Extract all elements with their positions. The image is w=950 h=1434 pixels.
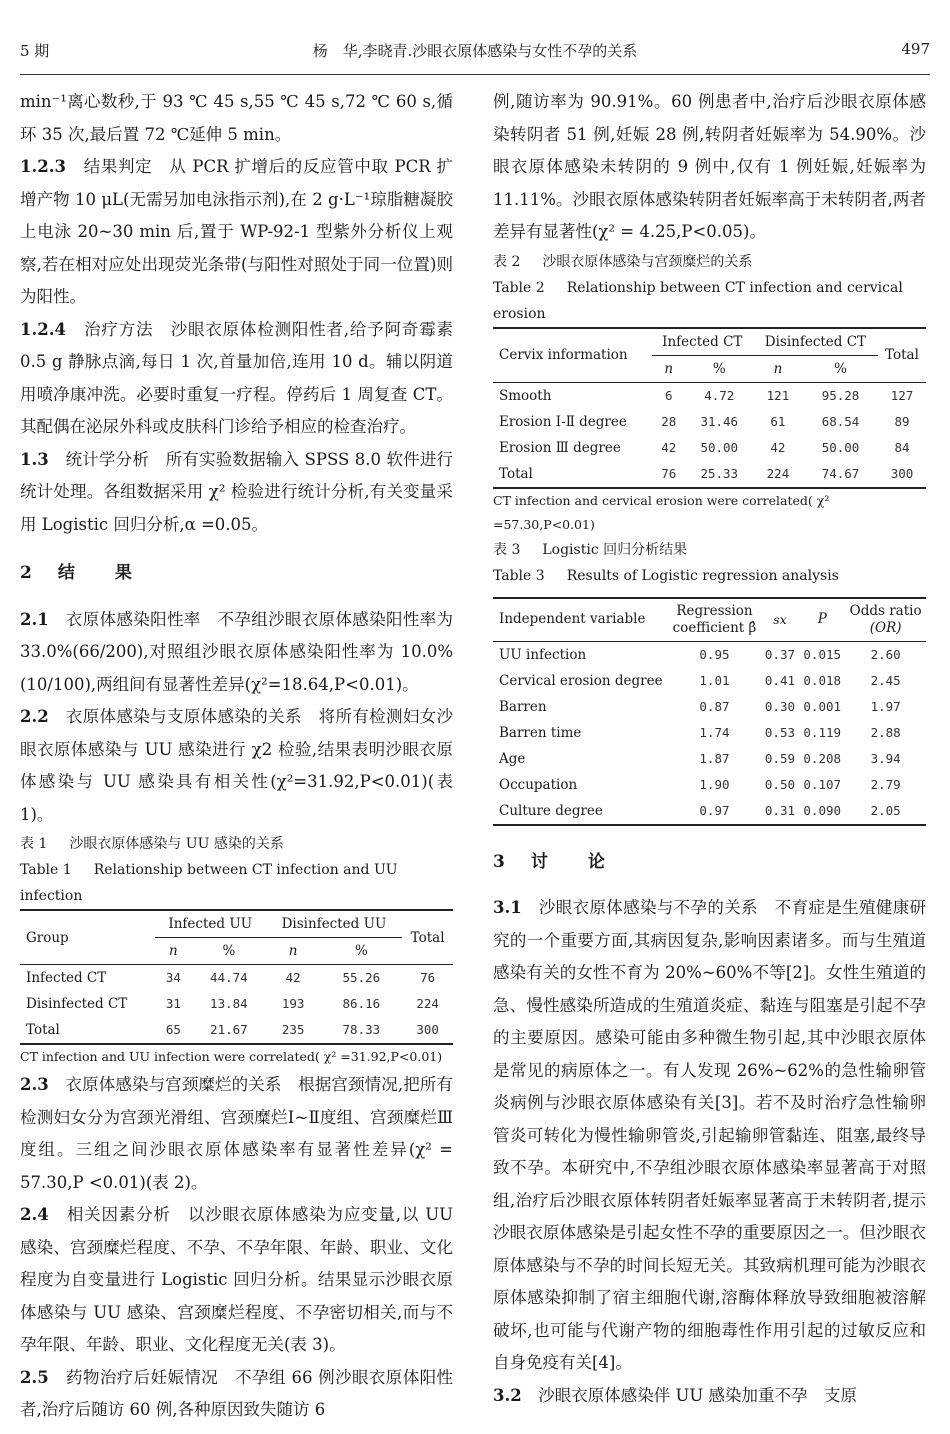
table-cell: 78.33 <box>342 1022 381 1037</box>
table-cell: 21.67 <box>210 1022 248 1037</box>
table-row <box>493 409 926 435</box>
table-cell: 121 <box>753 382 803 409</box>
row-label: Barren <box>499 698 547 715</box>
table-1-note: CT infection and UU infection were correlated( χ² =31.92,P<0.01) <box>20 1049 443 1064</box>
section-2-4 <box>20 1199 453 1362</box>
table-cell: 1.74 <box>699 724 730 740</box>
table-cell: 34 <box>155 965 192 992</box>
table-cell: 0.31 <box>764 802 796 818</box>
table-cell: 224 <box>766 465 790 481</box>
caption-english <box>20 857 453 909</box>
table-cell: 0.50 <box>764 776 796 792</box>
table-row <box>493 720 926 746</box>
table-cell: 95.28 <box>803 382 878 409</box>
table-cell: 300 <box>416 1022 439 1037</box>
table-row <box>493 461 926 488</box>
running-header <box>20 40 930 70</box>
table-cell: 76 <box>402 965 453 992</box>
left-column <box>20 86 453 1427</box>
heading-discussion <box>493 846 926 879</box>
column-subheader: n <box>652 355 686 382</box>
column-subheader: % <box>192 938 266 965</box>
table-cell: 300 <box>890 465 914 481</box>
caption-number: Table 1 <box>20 862 72 878</box>
section-number: 2.5 <box>20 1367 49 1387</box>
table-cell: 0.015 <box>799 641 845 668</box>
column-header: Disinfected UU <box>281 916 387 932</box>
section-2-5 <box>20 1362 453 1427</box>
table-cell: 55.26 <box>320 965 402 992</box>
table-row <box>20 965 453 992</box>
section-title: 药物治疗后妊娠情况 <box>66 1367 219 1387</box>
table-cell: 42 <box>661 439 677 455</box>
table-cell: 3.94 <box>870 750 901 766</box>
section-number: 2.1 <box>20 609 49 629</box>
section-2-2 <box>20 701 453 831</box>
column-header: Disinfected CT <box>764 333 867 350</box>
table-row <box>493 641 926 668</box>
table-2-note: CT infection and cervical erosion were correlated( χ² =57.30,P<0.01) <box>493 492 830 532</box>
table-row <box>20 991 453 1017</box>
table-row <box>493 694 926 720</box>
table-cell: 235 <box>281 1022 305 1037</box>
row-label: Barren time <box>499 724 582 741</box>
section-title: 结果判定 <box>83 157 153 176</box>
column-header: Independent variable <box>499 611 646 627</box>
section-title: 沙眼衣原体感染伴 UU 感染加重不孕 <box>538 1385 808 1405</box>
table-cell: 2.88 <box>870 724 901 740</box>
table-cell: 2.79 <box>870 776 901 792</box>
table-row <box>20 1017 453 1044</box>
column-header: Total <box>885 347 919 363</box>
table-cell: 31 <box>165 996 181 1011</box>
row-label: Total <box>26 1022 60 1038</box>
section-number: 2.4 <box>20 1205 49 1224</box>
table-cell: 76 <box>661 465 677 481</box>
heading-number: 2 <box>20 563 32 583</box>
table-row <box>493 798 926 825</box>
section-title: 衣原体感染与支原体感染的关系 <box>65 707 302 726</box>
section-title: 治疗方法 <box>84 319 154 339</box>
section-number: 1.3 <box>20 449 49 469</box>
table-1-caption <box>20 831 453 909</box>
table-cell: 2.60 <box>845 641 926 668</box>
column-subheader: n <box>155 938 192 965</box>
column-header: Total <box>410 929 445 946</box>
table-cell: 1.87 <box>699 750 730 766</box>
column-header: Cervix information <box>499 347 628 363</box>
caption-number: Table 3 <box>493 567 545 584</box>
caption-text: Results of Logistic regression analysis <box>566 567 839 584</box>
table-row <box>493 772 926 798</box>
table-cell: 2.05 <box>870 802 901 818</box>
row-label: UU infection <box>493 641 668 668</box>
caption-chinese <box>493 537 926 563</box>
caption-text: 沙眼衣原体感染与 UU 感染的关系 <box>69 836 284 852</box>
table-cell: 224 <box>416 996 439 1011</box>
table-cell: 0.018 <box>803 672 842 688</box>
heading-title: 结果 <box>57 563 172 583</box>
column-header: Infected CT <box>662 333 743 350</box>
column-header: Infected UU <box>168 916 253 932</box>
section-title: 统计学分析 <box>65 449 150 469</box>
heading-number: 3 <box>493 851 505 872</box>
caption-chinese <box>20 831 453 857</box>
paragraph: min⁻¹离心数秒,于 93 ℃ 45 s,55 ℃ 45 s,72 ℃ 60 s,循环 35 次,最后置 72 ℃延伸 5 min。 <box>20 92 453 144</box>
table-cell: 193 <box>281 996 305 1011</box>
table-cell: 50.00 <box>700 439 739 455</box>
caption-number: 表 1 <box>20 836 48 852</box>
row-label: Erosion Ⅲ degree <box>499 439 621 456</box>
heading-results <box>20 557 453 590</box>
table-row <box>493 435 926 461</box>
table-cell: 13.84 <box>210 996 248 1011</box>
row-label: Occupation <box>499 776 578 793</box>
right-column <box>493 86 926 1412</box>
table-cell: 89 <box>894 413 910 429</box>
column-header: Regression coefficient β̂ <box>672 602 757 636</box>
caption-number: 表 3 <box>493 541 521 558</box>
section-text: 不育症是生殖健康研究的一个重要方面,其病因复杂,影响因素诸多。而与生殖道感染有关的女性不育为 20%~60%不等[2]。女性生殖道的急、慢性感染所造成的生殖道炎症、黏连与阻塞是引起不孕的主要原因。感染可能由多种微生物引起,其中沙眼衣原体是常见的病原体之一。有人发现 26%~62%的急性输卵管炎病例与沙眼衣原体感染有关[3]。若不及时治疗急性输卵管炎可转化为慢性输卵管炎,引起输卵管黏连、阻塞,最终导致不孕。本研究中,不孕组沙眼衣原体感染率显著高于对照组,治疗后沙眼衣原体转阴者妊娠率显著高于未转阴者,提示沙眼衣原体感染是引起女性不孕的重要原因之一。但沙眼衣原体感染与不孕的时间长短无关。其致病机理可能为沙眼衣原体感染抑制了宿主细胞代谢,溶酶体释放导致细胞被溶解破坏,也可能与代谢产物的细胞毒性作用引起的过敏反应和自身免疫有关[4]。 <box>493 898 927 1372</box>
caption-chinese <box>493 249 926 275</box>
section-2-3 <box>20 1069 453 1199</box>
row-label: Disinfected CT <box>26 996 128 1012</box>
table-cell: 65 <box>165 1022 181 1037</box>
section-2-1 <box>20 604 453 702</box>
table-cell: 0.87 <box>699 698 730 714</box>
caption-text: Logistic 回归分析结果 <box>542 541 688 558</box>
row-label: Total <box>499 465 533 482</box>
table-cell: 1.90 <box>699 776 730 792</box>
table-cell: 50.00 <box>821 439 860 455</box>
table-cell: 127 <box>878 382 926 409</box>
section-number: 2.2 <box>20 707 49 726</box>
section-1-3 <box>20 444 453 542</box>
table-cell: 0.97 <box>699 802 730 818</box>
page-number: 497 <box>901 40 930 58</box>
table-cell: 84 <box>894 439 910 455</box>
section-number: 2.3 <box>20 1075 49 1094</box>
section-text: 根据宫颈情况,把所有检测妇女分为宫颈光滑组、宫颈糜烂Ⅰ~Ⅱ度组、宫颈糜烂Ⅲ度组。三组之间沙眼衣原体感染率有显著性差异(χ² = 57.30,P <0.01)(表 2)。 <box>20 1075 454 1192</box>
section-text: 以沙眼衣原体感染为应变量,以 UU 感染、宫颈糜烂程度、不孕、不孕年限、年龄、职业、文化程度为自变量进行 Logistic 回归分析。结果显示沙眼衣原体感染与 UU 感染、宫颈糜烂程度、不孕密切相关,而与不孕年限、年龄、职业、文化程度无关(表 3)。 <box>20 1205 454 1354</box>
caption-number: 表 2 <box>493 253 521 270</box>
table-cell: 42 <box>266 965 321 992</box>
heading-title: 讨论 <box>530 851 645 872</box>
table-cell: 0.001 <box>803 698 842 714</box>
table-cell: 2.45 <box>870 672 901 688</box>
section-number: 1.2.4 <box>20 319 66 339</box>
table-cell: 68.54 <box>821 413 860 429</box>
caption-text: Relationship between CT infection and UU infection <box>20 862 398 904</box>
table-cell: 0.95 <box>668 641 761 668</box>
section-title: 衣原体感染与宫颈糜烂的关系 <box>65 1075 282 1094</box>
table-cell: 1.97 <box>870 698 901 714</box>
table-cell: 0.53 <box>764 724 796 740</box>
section-number: 3.2 <box>493 1385 522 1405</box>
caption-english <box>493 275 926 327</box>
table-cell: 86.16 <box>342 996 381 1011</box>
table-3-caption <box>493 537 926 589</box>
table-2-caption <box>493 249 926 327</box>
table-cell: 0.30 <box>764 698 796 714</box>
table-2 <box>493 327 926 489</box>
section-1-2-3 <box>20 151 453 314</box>
column-header: sx <box>773 612 787 627</box>
table-cell: 0.59 <box>764 750 796 766</box>
column-header: Group <box>26 929 69 946</box>
table-1 <box>20 909 453 1045</box>
column-subheader: n <box>266 938 321 965</box>
caption-text: 沙眼衣原体感染与宫颈糜烂的关系 <box>542 253 753 270</box>
column-subheader: n <box>753 355 803 382</box>
row-label: Erosion Ⅰ-Ⅱ degree <box>499 413 627 430</box>
table-cell: 0.107 <box>803 776 842 792</box>
caption-text: Relationship between CT infection and cervical erosion <box>493 279 903 322</box>
table-cell: 0.119 <box>803 724 842 740</box>
column-subheader: % <box>686 355 753 382</box>
table-cell: 44.74 <box>192 965 266 992</box>
table-cell: 0.37 <box>761 641 799 668</box>
table-cell: 28 <box>661 413 677 429</box>
table-cell: 25.33 <box>700 465 739 481</box>
table-row <box>493 668 926 694</box>
header-rule <box>20 74 930 75</box>
caption-english <box>493 563 926 589</box>
table-cell: 1.01 <box>699 672 730 688</box>
section-3-1 <box>493 892 926 1380</box>
section-title: 相关因素分析 <box>66 1205 171 1224</box>
section-number: 3.1 <box>493 898 522 917</box>
section-text: 所有实验数据输入 SPSS 8.0 软件进行统计处理。各组数据采用 χ² 检验进行统计分析,有关变量采用 Logistic 回归分析,α =0.05。 <box>20 449 454 534</box>
table-cell: 4.72 <box>686 382 753 409</box>
section-text: 将所有检测妇女沙眼衣原体感染与 UU 感染进行 χ2 检验,结果表明沙眼衣原体感染与 UU 感染具有相关性(χ²=31.92,P<0.01)(表 1)。 <box>20 707 454 824</box>
table-cell: 74.67 <box>821 465 860 481</box>
row-label: Infected CT <box>20 965 155 992</box>
table-cell: 61 <box>770 413 786 429</box>
section-title: 衣原体感染阳性率 <box>65 609 201 629</box>
column-subheader: % <box>803 355 878 382</box>
section-text: 不孕组 66 例沙眼衣原体阳性者,治疗后随访 60 例,各种原因致失随访 6 <box>20 1367 454 1419</box>
section-3-2 <box>493 1380 926 1413</box>
table-cell: 0.090 <box>803 802 842 818</box>
section-text: 从 PCR 扩增后的反应管中取 PCR 扩增产物 10 μL(无需另加电泳指示剂),在 2 g·L⁻¹琼脂糖凝胶上电泳 20~30 min 后,置于 WP-92-1 型紫外分析仪上观察,若在相对应处出现荧光条带(与阳性对照处于同一位置)则为阳性。 <box>20 157 454 306</box>
row-label: Smooth <box>493 382 652 409</box>
paragraph: 例,随访率为 90.91%。60 例患者中,治疗后沙眼衣原体感染转阴者 51 例,妊娠 28 例,转阴者妊娠率为 54.90%。沙眼衣原体感染未转阴的 9 例中,仅有 1 例妊娠,妊娠率为 11.11%。沙眼衣原体感染转阴者妊娠率高于未转阴者,两者差异有显著性(χ² = 4.25,P<0.05)。 <box>493 92 926 241</box>
caption-number: Table 2 <box>493 279 545 296</box>
table-cell: 42 <box>770 439 786 455</box>
section-text: 沙眼衣原体检测阳性者,给予阿奇霉素 0.5 g 静脉点滴,每日 1 次,首量加倍,连用 10 d。辅以阴道用喷净康冲洗。必要时重复一疗程。停药后 1 周复查 CT。其配偶在泌尿外科或皮肤科门诊给予相应的检查治疗。 <box>20 319 454 436</box>
table-cell: 0.41 <box>764 672 796 688</box>
table-row <box>493 382 926 409</box>
section-title: 沙眼衣原体感染与不孕的关系 <box>538 898 758 917</box>
section-text: 支原 <box>824 1385 858 1405</box>
article-title-header: 杨 华,李晓青.沙眼衣原体感染与女性不孕的关系 <box>312 42 638 60</box>
column-header: Odds ratio (OR) <box>849 602 922 636</box>
section-number: 1.2.3 <box>20 157 66 176</box>
row-label: Cervical erosion degree <box>499 672 663 689</box>
issue-number: 5 期 <box>20 42 50 60</box>
section-1-2-4 <box>20 314 453 444</box>
table-cell: 31.46 <box>700 413 739 429</box>
column-subheader: % <box>320 938 402 965</box>
table-3 <box>493 597 926 826</box>
section-text: 不孕组沙眼衣原体感染阳性率为 33.0%(66/200),对照组沙眼衣原体感染阳性率为 10.0%(10/100),两组间有显著性差异(χ²=18.64,P<0.01)。 <box>20 609 454 694</box>
row-label: Culture degree <box>499 802 603 819</box>
table-row <box>493 746 926 772</box>
table-cell: 0.208 <box>803 750 842 766</box>
column-header: P <box>817 611 827 627</box>
row-label: Age <box>499 750 526 767</box>
table-cell: 6 <box>652 382 686 409</box>
